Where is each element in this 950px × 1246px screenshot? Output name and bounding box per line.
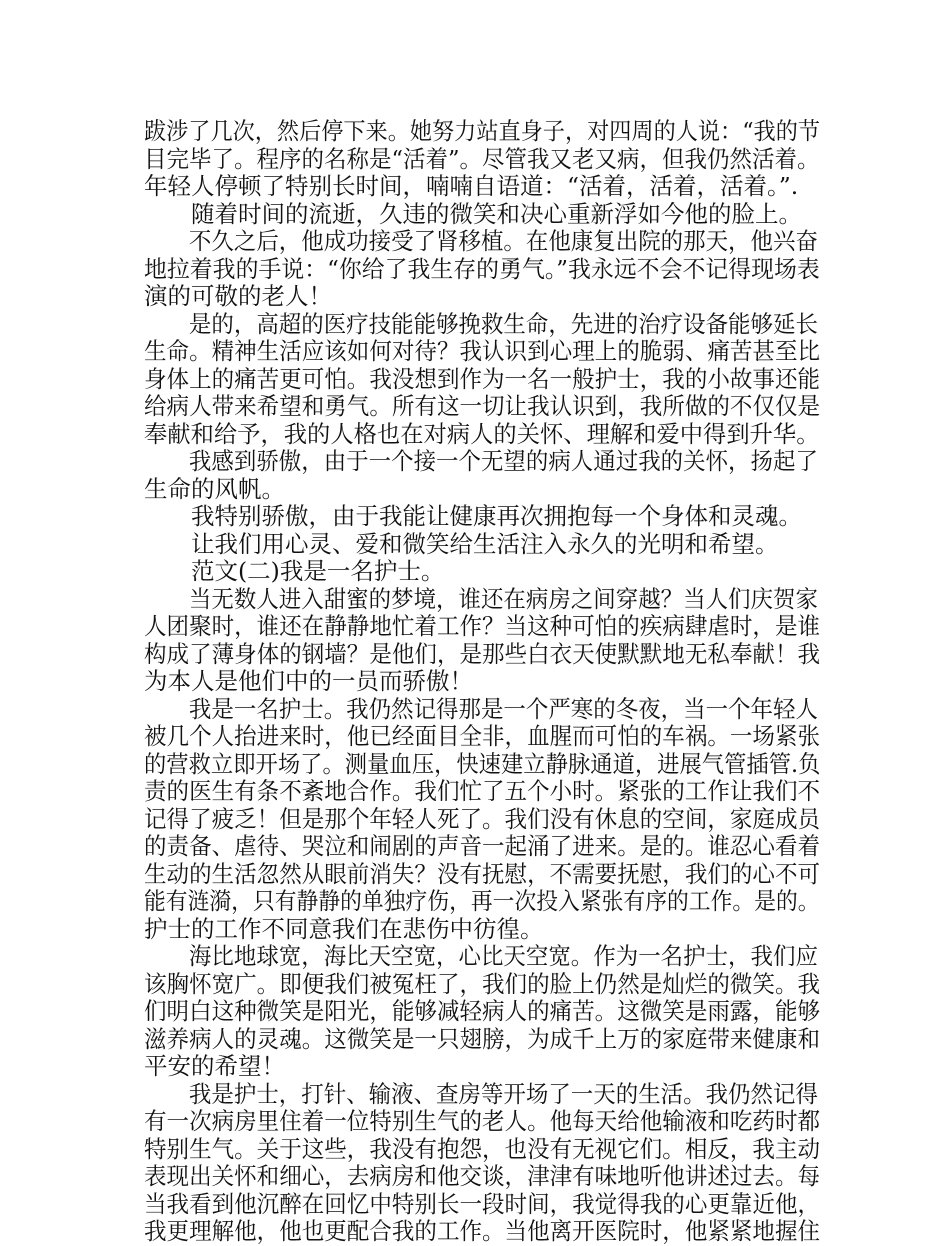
text-line: 平安的希望！ [144,1052,285,1080]
text-line: 我是一名护士。我仍然记得那是一个严寒的冬夜，当一个年轻人 [188,694,818,723]
text-line: 生命。精神生活应该如何对待？我认识到心理上的脆弱、痛苦甚至比 [144,337,821,365]
text-line: 年轻人停顿了特别长时间，喃喃自语道：“活着，活着，活着。”. [144,172,799,200]
text-line: 被几个人抬进来时，他已经面目全非，血腥而可怕的车祸。一场紧张 [144,722,821,750]
text-line: 护士的工作不同意我们在悲伤中彷徨。 [144,914,544,943]
text-line: 地拉着我的手说：“你给了我生存的勇气。”我永远不会不记得现场表 [144,254,820,283]
text-line: 不久之后，他成功接受了肾移植。在他康复出院的那天，他兴奋 [188,227,818,255]
document-body [144,118,820,1246]
text-line: 们明白这种微笑是阳光，能够减轻病人的痛苦。这微笑是雨露，能够 [144,997,821,1025]
text-line: 能有涟漪，只有静静的单独疗伤，再一次投入紧张有序的工作。是的。 [144,887,820,915]
text-line: 特别生气。关于这些，我没有抱怨，也没有无视它们。相反，我主动 [144,1134,821,1163]
text-line: 的营救立即开场了。测量血压，快速建立静脉通道，进展气管插管.负 [144,749,821,778]
text-line: 为本人是他们中的一员而骄傲！ [144,667,473,695]
text-line: 随着时间的流逝，久违的微笑和决心重新浮如今他的脸上。 [191,199,802,228]
text-line: 表现出关怀和细心，去病房和他交谈，津津有味地听他讲述过去。每 [144,1162,821,1190]
text-line: 我特别骄傲，由于我能让健康再次拥抱每一个身体和灵魂。 [191,502,802,530]
text-line: 滋养病人的灵魂。这微笑是一只翅膀，为成千上万的家庭带来健康和 [144,1024,821,1053]
text-line: 目完毕了。程序的名称是“活着”。尽管我又老又病，但我仍然活着。 [144,144,820,173]
text-line: 责的医生有条不紊地合作。我们忙了五个小时。紧张的工作让我们不 [144,777,821,805]
text-line: 海比地球宽，海比天空宽，心比天空宽。作为一名护士，我们应 [188,942,818,970]
text-line: 我是护士，打针、输液、查房等开场了一天的生活。我仍然记得 [188,1079,818,1108]
text-line: 有一次病房里住着一位特别生气的老人。他每天给他输液和吃药时都 [144,1107,821,1135]
text-line: 生命的风帆。 [144,474,285,503]
text-line: 记得了疲乏！但是那个年轻人死了。我们没有休息的空间，家庭成员 [144,804,821,833]
text-line: 奉献和给予，我的人格也在对病人的关怀、理解和爱中得到升华。 [144,419,820,448]
text-line: 当我看到他沉醉在回忆中特别长一段时间，我觉得我的心更靠近他， [144,1189,821,1218]
text-line: 当无数人进入甜蜜的梦境，谁还在病房之间穿越？当人们庆贺家 [188,584,818,613]
text-line: 是的，高超的医疗技能能够挽救生命，先进的治疗设备能够延长 [188,309,818,338]
text-line: 演的可敬的老人！ [144,282,332,310]
text-line: 该胸怀宽广。即便我们被冤枉了，我们的脸上仍然是灿烂的微笑。我 [144,969,821,998]
text-line: 身体上的痛苦更可怕。我没想到作为一名一般护士，我的小故事还能 [144,364,821,393]
text-line: 构成了薄身体的钢墙？是他们，是那些白衣天使默默地无私奉献！我 [144,639,821,668]
text-line: 让我们用心灵、爱和微笑给生活注入永久的光明和希望。 [191,529,779,558]
text-line: 跋涉了几次，然后停下来。她努力站直身子，对四周的人说：“我的节 [144,117,821,145]
text-line: 我感到骄傲，由于一个接一个无望的病人通过我的关怀，扬起了 [188,447,818,475]
text-line: 人团聚时，谁还在静静地忙着工作？当这种可怕的疾病肆虐时，是谁 [144,612,821,640]
text-line: 我更理解他，他也更配合我的工作。当他离开医院时，他紧紧地握住 [144,1217,821,1245]
text-line: 范文(二)我是一名护士。 [191,557,445,585]
text-line: 生动的生活忽然从眼前消失？没有抚慰，不需要抚慰，我们的心不可 [144,859,821,888]
text-line: 给病人带来希望和勇气。所有这一切让我认识到，我所做的不仅仅是 [144,392,821,420]
text-line: 的责备、虐待、哭泣和闹剧的声音一起涌了进来。是的。谁忍心看着 [144,832,821,860]
